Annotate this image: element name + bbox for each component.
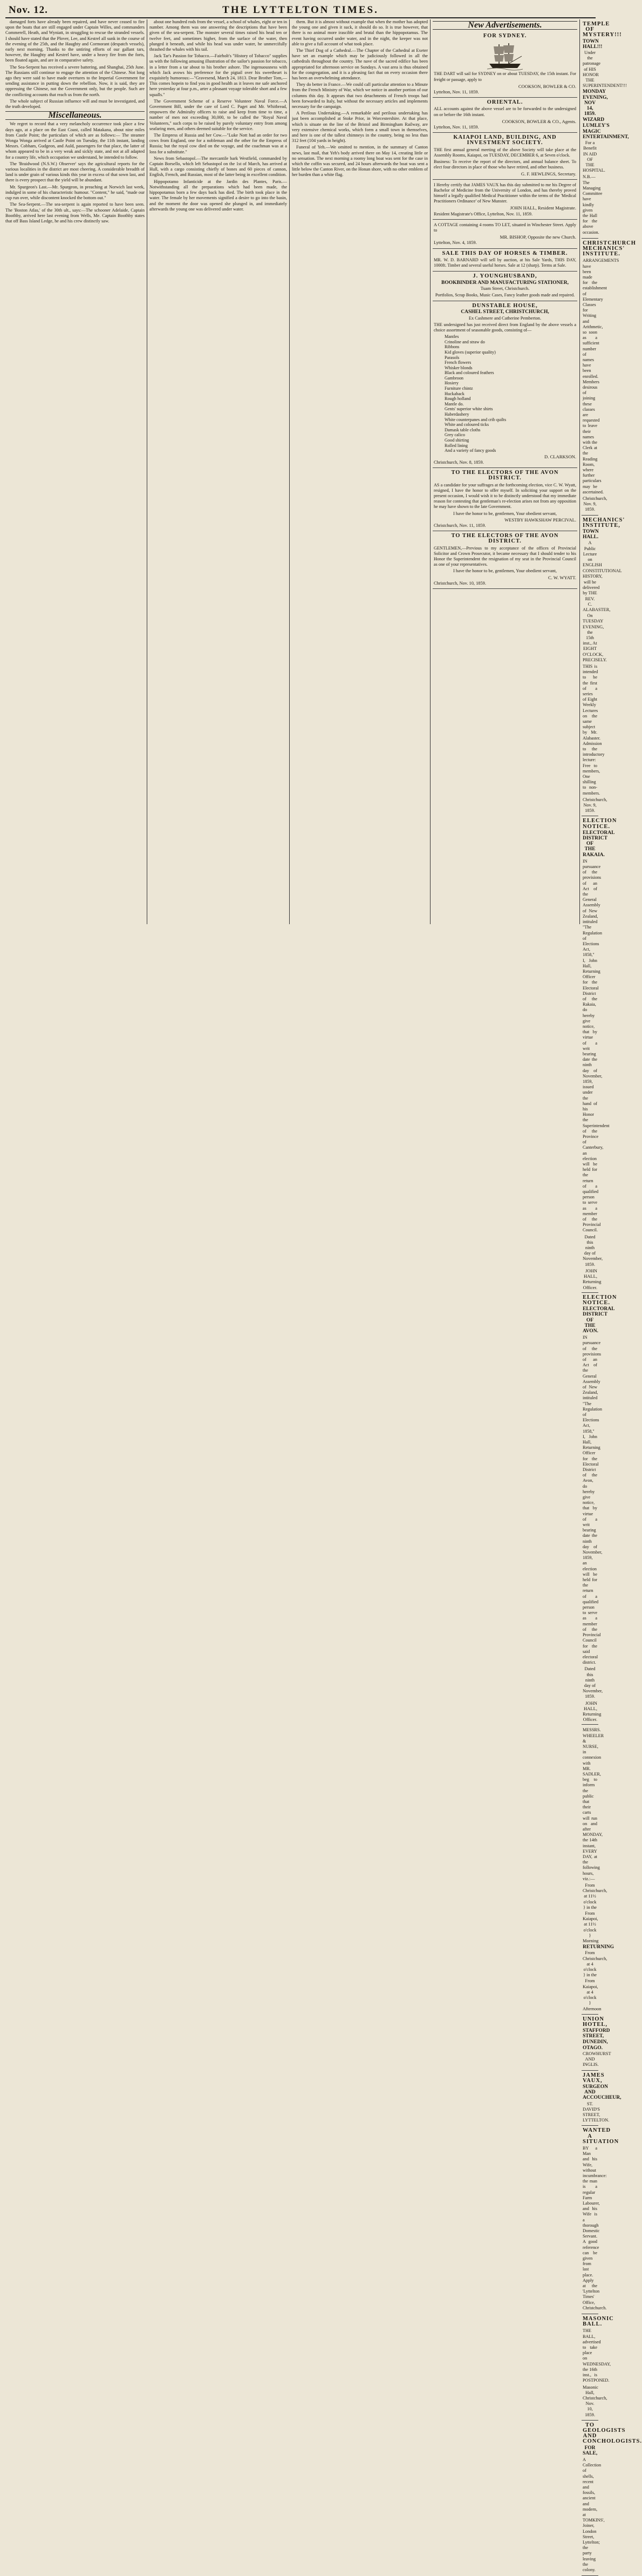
goods-item: Rolled lining bbox=[445, 443, 468, 448]
goods-item: Rough holland bbox=[445, 396, 471, 402]
ad-body: ARRANGEMENTS have been made for the establishment of Elementary Classes for Writing and Arithmetic, so soon as a sufficient number of names have been enrolled. Members desirous of joining these classes are requested to leave their names with the Clerk at the Reading Room, where further particulars may be ascertained. bbox=[583, 258, 619, 494]
ad-title: MECHANICS' INSTITUTE, bbox=[583, 517, 625, 528]
ad-body: THE DART will sail for SYDNEY on or about TUESDAY, the 15th instant. For freight or passage, apply to bbox=[434, 71, 576, 82]
ad-closing: I have the honor to be, gentlemen, Your obedient servant, bbox=[453, 511, 557, 516]
issue-date: Nov. 12. bbox=[9, 4, 48, 16]
column-rule bbox=[579, 19, 580, 924]
ad-title: SALE THIS DAY OF HORSES & TIMBER. bbox=[442, 250, 568, 256]
goods-item: And a variety of fancy goods bbox=[445, 448, 496, 453]
ad-subtitle: ELECTORAL DISTRICT OF THE AVON. bbox=[583, 1306, 615, 1334]
ad-date: Lyttelton, Nov. 4, 1859. bbox=[434, 240, 477, 246]
ad-geologists bbox=[582, 2421, 642, 2576]
column-3 bbox=[292, 19, 428, 924]
ad-signature: G. F. HEWLINGS, Secretary. bbox=[521, 171, 576, 177]
ad-date: Lyttelton, Nov. 11, 1859. bbox=[434, 90, 479, 95]
ad-title: ELECTION NOTICE. bbox=[583, 1294, 617, 1306]
ad-date: Christchurch, Nov. 11, 1859. bbox=[434, 523, 486, 528]
ad-patronage: Under the patronage of HIS HONOR THE SUPERINTENDENT!!! bbox=[583, 50, 627, 89]
column-4-advertisements bbox=[433, 19, 577, 924]
goods-item: Huckaback bbox=[445, 391, 465, 396]
column-2 bbox=[149, 19, 287, 924]
ad-signature: WESTBY HAWKSHAW PERCIVAL. bbox=[504, 517, 576, 523]
ad-show: MAGIC ENTERTAINMENT, bbox=[583, 128, 629, 140]
ad-subtitle: CASHEL STREET, CHRISTCHURCH, bbox=[461, 309, 549, 315]
ad-wizard: WIZARD LUMLEY'S bbox=[583, 117, 610, 128]
ad-body: MR. W. D. BARNARD will sell by auction, at his Sale Yards, THIS DAY, 1000ft. Timber and several useful horses. Sale at 12 (sharp). Terms at Sale. bbox=[434, 257, 576, 268]
ad-signature: COOKSON, BOWLER & CO. bbox=[518, 83, 576, 89]
ad-subtitle: BOOKBINDER AND MANUFACTURING STATIONER, bbox=[441, 280, 569, 286]
ad-dunstable-house bbox=[433, 301, 577, 468]
ad-james-vaux bbox=[582, 2071, 621, 2126]
goods-item: Mantle do. bbox=[445, 401, 464, 406]
ad-when: On TUESDAY EVENING, the 15th inst., At EIGHT O'CLOCK, PRECISELY. bbox=[583, 613, 607, 662]
ad-election-avon bbox=[582, 1293, 617, 1725]
ad-mechanics-lecture bbox=[582, 516, 625, 817]
ad-title: CHRISTCHURCH MECHANICS' INSTITUTE. bbox=[583, 240, 636, 257]
ad-wheeler-nurse bbox=[582, 1725, 614, 2014]
ad-sale-horses-timber bbox=[433, 249, 577, 272]
ad-body: MESSRS. WHEELER & NURSE, in connexion with MR. SADLER, beg to inform the public that their carts will run on and after MONDAY, the 14th instant, EVERY DAY, at the following hours, viz.:— bbox=[583, 1727, 604, 1881]
ad-subtitle: STAFFORD STREET, DUNEDIN, bbox=[583, 2028, 610, 2045]
newspaper-title: THE LYTTELTON TIMES. bbox=[222, 4, 379, 16]
goods-item: Black and coloured feathers bbox=[445, 370, 494, 376]
ad-date: Dated this ninth day of November, 1859. bbox=[583, 1666, 603, 1699]
column-5-advertisements bbox=[582, 19, 642, 2572]
ad-place: Ex Cashmere and Catherine Pemberton. bbox=[468, 315, 542, 321]
timetable-row: From Christchurch, at 4 o'clock } in the bbox=[583, 1950, 607, 1978]
ad-body: IN pursuance of the provisions of an Act of the General Assembly of New Zealand, intituled "The Regulation of Elections Act, 1858," I, John Hall, Returning Officer for the Electoral District of the Avon, do hereby give notice, that by virtue of a writ bearing date the ninth day of November, 1859, an election will be held for the return of a qualified person to serve as a member of the Provincial Council for the said electoral district. bbox=[583, 1335, 603, 1665]
ad-date: Christchurch, Nov. 9, 1859. bbox=[583, 797, 607, 814]
ad-title: FOR SYDNEY. bbox=[483, 33, 527, 39]
ad-for-sydney bbox=[433, 31, 577, 98]
ad-signature: D. CLARKSON. bbox=[544, 453, 576, 459]
article-paragraph: them. But it is almost without example that when the mother has adopted the young one and given it suck, it should do so. It is true however, that there is no animal more irascible and brutal than the hippopotamus. The event having occurred under water, and in the night, the keeper was not able to give a full account of what took place. bbox=[292, 19, 428, 46]
sailing-ship-icon bbox=[486, 40, 524, 70]
ad-union-hotel bbox=[582, 2015, 611, 2071]
ad-title: TO THE ELECTORS OF THE AVON DISTRICT. bbox=[451, 533, 559, 545]
ad-body: GENTLEMEN,—Previous to my acceptance of the offices of Provincial Solicitor and Crown Prosecutor, it became necessary that I should tender to his Honor the Superintendent the resignation of my seat in the Provincial Council as one of your representatives. bbox=[434, 545, 576, 567]
goods-item: Mantles bbox=[445, 334, 459, 340]
goods-item: Hosiery bbox=[445, 381, 459, 386]
goods-item: Parasols bbox=[445, 355, 460, 360]
ad-electors-percival bbox=[433, 468, 577, 531]
ad-title: TO GEOLOGISTS AND CONCHOLOGISTS. bbox=[583, 2422, 642, 2445]
ad-closing: I have the honor to be, gentlemen, Your obedient servant, bbox=[453, 568, 557, 574]
ad-title: ELECTION NOTICE. bbox=[583, 818, 617, 830]
article-paragraph: The Empress of Russia and her Cow.—"Luke Nott had an order for two cows from England, one for a nobleman and the other for the Empress of Russia; but the royal cow died on the voyage, and the coachman was at a loss for a substitute." bbox=[149, 133, 287, 154]
ad-body: A Collection of shells, recent and fossils, ancient and modern, at TOMKINS', Joiner, London Street, Lyttelton; the party leaving the colony. bbox=[583, 2457, 605, 2572]
ad-younghusband bbox=[433, 272, 577, 301]
article-paragraph: Hippopotamo Infanticide at the Jardin des Plantes, Paris.—Notwithstanding all the preparations which had been made, the hippopotamus born a few days back has died. The birth took place in the water. The female by her movements signified a desire to go into the basin, and the moment the door was opened she plunged in, and immediately afterwards the young one was delivered under water. bbox=[149, 179, 287, 212]
ad-date: Lyttelton, Nov. 11, 1859. bbox=[434, 125, 479, 130]
column-rule bbox=[430, 19, 431, 924]
ad-lecturer: will be delivered by THE REV. C. ALABASTER, bbox=[583, 579, 611, 612]
goods-list bbox=[434, 334, 576, 453]
ad-body: AS a candidate for your suffrages at the forthcoming election, vice C. W. Wyatt, resigned, I have the honor to offer myself. In soliciting your support on the present occasion, I would wish it to be distinctly understood that my immediate reason for contesting that gentleman's re-election arises not from any opposition he may have shown to the late Government. bbox=[434, 482, 576, 510]
goods-item: Gambroon bbox=[445, 375, 464, 381]
ad-signature: JOHN HALL, Resident Magistrate. bbox=[510, 205, 576, 211]
masthead bbox=[5, 3, 596, 18]
goods-item: Good shirting bbox=[445, 438, 469, 443]
goods-item: Crinoline and straw do bbox=[445, 339, 485, 344]
ad-date: Christchurch, Nov. 10, 1859. bbox=[434, 580, 486, 586]
ad-title: UNION HOTEL, bbox=[583, 2016, 607, 2028]
ad-place: OTAGO. bbox=[583, 2045, 603, 2051]
ad-masonic-ball bbox=[582, 2314, 614, 2421]
article-paragraph: News from Sebastopol.—The mercantile bark Westfield, commanded by Captain Borsello, which left Sebastopol on the 1st of March, has arrived at Hull, with a cargo consisting chiefly of bones and 60 pieces of cannon, English, French, and Russian, most of the latter being in excellent condition. bbox=[149, 155, 287, 178]
article-paragraph: The whole subject of Russian influence will and must be investigated, and the truth developed. bbox=[5, 98, 145, 110]
ad-signature: C. W. WYATT. bbox=[548, 574, 576, 580]
ad-date: Christchurch, Nov. 8, 1859. bbox=[434, 459, 484, 465]
goods-item: White counterpanes and crib quilts bbox=[445, 417, 507, 422]
ad-body: THE first annual general meeting of the above Society will take place at the Assembly Rooms, Kaiapoi, on TUESDAY, DECEMBER 6, at Seven o'clock. bbox=[434, 147, 576, 158]
ad-title: TEMPLE OF MYSTERY!!! bbox=[583, 21, 622, 38]
ad-body: I Hereby certify that JAMES VAUX has this day submitted to me his Degree of Bachelor of Medicine from the University of London, and has thereby proved himself a legally qualified Medical Practitioner within the terms of the 'Medical Practitioners Ordinance' of New Munster. bbox=[434, 182, 576, 204]
ad-body: Portfolios, Scrap Books, Music Cases, Fancy leather goods made and repaired. bbox=[435, 292, 575, 297]
article-paragraph: Jack Tar's Passion for Tobacco.—Fairholt's "History of Tobacco" supplies us with the following amusing illustration of the sailor's passion for tobacco, in a letter from a tar about to his brother ashore. The ingenuousness with which Jack avows his preference for the pigtail over his sweetheart is exquisitely humorous:—"Gravesend, March 24, 1813. Dear Brother Tom,—This comes hopein to find you in good health as it leaves me safe anchored here yesterday at four p.m., arter a pleasant voyage tolerable short and a few squalls." bbox=[149, 53, 287, 97]
ad-body: THE undersigned has just received direct from England by the above vessels a choice assortment of seasonable goods, consisting of— bbox=[434, 322, 576, 333]
ad-title: ORIENTAL. bbox=[487, 99, 523, 106]
ad-body: ALL accounts against the above vessel are to be forwarded to the undersigned on or before the 16th instant. bbox=[434, 106, 576, 117]
goods-item: Haberdashery bbox=[445, 412, 469, 417]
ad-wanted-situation bbox=[582, 2126, 619, 2314]
ad-body: A COTTAGE containing 4 rooms TO LET, situated in Winchester Street. Apply to bbox=[434, 222, 576, 233]
article-paragraph: The Sea-Serpent.—The sea-serpent is again reported to have been seen. The 'Boston Atlas,' of the 30th ult., says:—The schooner Adelaide, Captain Boothby, arrived here last evening from Wells, Me. Captain Boothby states that off Bass Island Ledge, he and his crew distinctly saw. bbox=[5, 202, 145, 223]
ad-hall: TOWN HALL!!! bbox=[583, 38, 603, 50]
ad-place: Masonic Hall, Christchurch, Nov. 10, 1859. bbox=[583, 2384, 607, 2417]
ad-signature: JOHN HALL, Returning Officer. bbox=[583, 1700, 602, 1723]
column-1 bbox=[5, 19, 145, 924]
ad-vaux-certificate bbox=[433, 180, 577, 220]
section-heading-miscellaneous: Miscellaneous. bbox=[5, 111, 145, 120]
ad-body: THE BALL, advertised to take place on WEDNESDAY, the 16th inst., is POSTPONED. bbox=[583, 2328, 611, 2383]
article-paragraph: The Sea-Serpent has received a severe battering, and Shanghai, 25th June. The Russians still continue to engage the attention of the Chinese. Not long ago they were said to have made overtures to the Imperial Government for sending assistance in putting down the rebellion. Now, it is said, they are oppressing the Chinese, not the Government only, but the people. Such are the conflicting accounts that reach us from the north. bbox=[5, 64, 145, 97]
goods-item: Ribbons bbox=[445, 344, 460, 350]
ad-oriental bbox=[433, 98, 577, 133]
ad-title: MASONIC BALL. bbox=[583, 2316, 614, 2328]
ad-signature: MR. BISHOP, Opposite the new Church. bbox=[500, 234, 576, 240]
ad-signature: JOHN HALL, Returning Officer. bbox=[583, 1267, 602, 1290]
timetable-returning: RETURNING bbox=[583, 1944, 614, 1950]
ad-title: J. YOUNGHUSBAND, bbox=[473, 273, 537, 280]
ad-place: ST. DAVID'S STREET, LYTTELTON. bbox=[583, 2101, 610, 2123]
ad-election-rakaia bbox=[582, 816, 617, 1292]
article-paragraph: A Perilous Undertaking.—A remarkable and perilous undertaking has just been accomplished at Stoke Prior, in Worcestershire. At that place, which is situate on the line of the Bristol and Birmingham Railway, are very extensive chemical works, which form a small town in themselves, and here is one of the tallest chimneys in the country, being no less than 312 feet (104 yards in height). bbox=[292, 111, 428, 144]
section-heading-new-advertisements: New Advertisements. bbox=[433, 21, 577, 30]
article-paragraph: The Government Scheme of a Reserve Volunteer Naval Force.—A Government Bill, under the care of Lord C. Paget and Mr. Whitbread, empowers the Admiralty officers to raise and keep from time to time, a number of men not exceeding 30,000, to be called the "Royal Naval Volunteers," such corps to be raised by purely voluntary entry from among seafaring men, and others deemed suitable for the service. bbox=[149, 98, 287, 131]
column-rule bbox=[289, 19, 290, 924]
ad-body: BY a Man and his Wife, without incumbrance: the man is a regular Farm Labourer, and his Wife is a thorough Domestic Servant. A good reference can be given from last place. Apply at the 'Lyttelton Times' Office, Christchurch. bbox=[583, 2145, 607, 2310]
article-paragraph: They do better in France.—We could call particular attention to a Minute from the French Ministry of War, which we notice in another portion of our columns this day. It appears that two detachments of French troops had been forwarded to Italy, but without the necessary articles and implements necessary for the campaign. bbox=[292, 82, 428, 110]
ad-date: Resident Magistrate's Office, Lyttelton, Nov. 11, 1859. bbox=[434, 211, 533, 216]
ad-mechanics-classes bbox=[582, 239, 636, 516]
ad-cottage-to-let bbox=[433, 220, 577, 249]
article-paragraph: Funeral of Yeh.—We omitted to mention, in the summary of Canton news, last mail, that Yeh's body arrived there on May 14, creating little or no sensation. The next morning a roomy long boat was sent for the case in which the coffin was secured, and 24 hours afterwards the boat was sent a little below the Canton River, on the Honan shore, with no other emblem of her burden than a white flag. bbox=[292, 145, 428, 178]
ad-title: TO THE ELECTORS OF THE AVON DISTRICT. bbox=[451, 470, 559, 482]
goods-item: Kid gloves (superior quality) bbox=[445, 349, 496, 355]
ad-signature: CROWHURST AND INGLIS. bbox=[583, 2051, 611, 2067]
ad-date: Dated this ninth day of November, 1859. bbox=[583, 1234, 603, 1267]
goods-item: Grey calico bbox=[445, 432, 465, 438]
timetable-row: From Kaiapoi, at 4 o'clock } Afternoon bbox=[583, 1978, 602, 2011]
goods-item: Whisker blonds bbox=[445, 365, 473, 370]
ad-body: THIS is intended to be the first of a series of Eight Weekly Lectures on the same subject by Mr. Alabaster. Admission to the introductory lecture: Free to members, One shilling to non-members. bbox=[583, 663, 605, 796]
ad-place: Tuam Street, Christchurch. bbox=[480, 286, 530, 291]
article-paragraph: The 'Braidwood (N.S.W.) Observer' says the agricultural reports for the various localities in the district are most cheering. A considerable breadth of land is under grain of various kinds this year in excess of that sown last, and there is every prospect that the yield will be abundant. bbox=[5, 161, 145, 183]
ad-title: WANTED A SITUATION bbox=[583, 2127, 619, 2145]
ad-title: DUNSTABLE HOUSE, bbox=[472, 303, 538, 309]
ad-subtitle: ELECTORAL DISTRICT OF THE RAKAIA. bbox=[583, 830, 615, 858]
timetable-row: From Christchurch, at 11½ o'clock } in the bbox=[583, 1883, 607, 1910]
article-paragraph: damaged forts have already been repaired, and have never ceased to fire upon the boats that are still engaged under Captain Willes, and commanders Commerell, Heath, and Wyniatt, in struggling to rescue the stranded vessels. I should have stated that the Plover, Lee, and Kestrel all sunk in the course of the evening of the 25th, and the Haughty and Cormorant (despatch vessels), early next morning. Thanks to the untiring efforts of our gallant tars, however, the Haughty and Kestrel have, under a heavy fire from the forts, been floated again, and are in comparative safety. bbox=[5, 19, 145, 63]
ad-kaiapoi-society bbox=[433, 133, 577, 179]
ad-benefit: For a Benefit IN AID OF THE HOSPITAL. bbox=[583, 140, 605, 173]
article-paragraph: We regret to record that a very melancholy occurrence took place a few days ago, at a place on the East Coast, called Matakana, about nine miles from Castle Point; the particulars of which are as follows:— The steamer Wonga Wonga arrived at Castle Point on Tuesday, the 11th instant, landing Messrs. Cobham, Gudgeon, and Auld, passengers for that place, the latter of whom appeared to be in a very weak and sickly state, and not at all adapted for a country life, which occupation we understand, he intended to follow. bbox=[5, 121, 145, 160]
article-paragraph: Mr. Spurgeon's Last.—Mr. Spurgeon, in preaching at Norwich last week, indulged in some of his characteristic humour. "Content," he said, "made our cup run over, while discontent knocked the bottom out." bbox=[5, 184, 145, 201]
ad-body: IN pursuance of the provisions of an Act of the General Assembly of New Zealand, intituled "The Regulation of Elections Act, 1858," I, John Hall, Returning Officer for the Electoral District of the Rakaia, do hereby give notice, that by virtue of a writ bearing date the ninth day of November, 1859, issued under the hand of his Honor the Superintendent of the Province of Canterbury, an election will be held for the return of a qualified person to serve as a member of the Provincial Council. bbox=[583, 858, 610, 1233]
goods-item: Gents' superior white shirts bbox=[445, 406, 493, 412]
article-paragraph: about one hundred rods from the vessel, a school of whales, eight or ten in number. Among them was one answering the descriptions that have been given of the sea-serpent. The monster several times raised his head ten or twelve feet, and sometimes higher, from the surface of the water, then plunged it beneath, and while his head was under water, he unmercifully thrashed the whales with his tail. bbox=[149, 19, 288, 52]
ad-signature: COOKSON, BOWLER & CO., Agents. bbox=[502, 118, 576, 124]
ad-date: MONDAY EVENING, NOV 14, 1859. bbox=[583, 89, 608, 117]
ad-date: Christchurch, Nov. 9, 1859. bbox=[583, 496, 607, 512]
ad-subtitle: SURGEON AND ACCOUCHEUR, bbox=[583, 2084, 621, 2101]
ad-subtitle: FOR SALE, bbox=[583, 2445, 598, 2456]
ad-title: JAMES VAUX, bbox=[583, 2072, 605, 2084]
article-paragraph: The Thief Dog of a Cathedral.—The Chapter of the Cathedral at Exeter have set an example which may be judiciously followed in all the cathedrals throughout the country. The nave of the sacred edifice has been appropriated for afternoon service on Sundays. A vast area is thus obtained for the congregation, and it is a pleasing fact that on every occasion there has been an overwhelming attendance. bbox=[292, 48, 428, 81]
ad-note: N.B.—The Managing Committee have kindly given the Hall for the above occasion. bbox=[583, 174, 603, 235]
goods-item: Damask table cloths bbox=[445, 427, 481, 432]
ad-temple-of-mystery bbox=[582, 19, 629, 239]
ad-title: KAIAPOI LAND, BUILDING, AND INVESTMENT SOCIETY. bbox=[453, 134, 557, 146]
timetable-row: From Kaiapoi, at 11½ o'clock } Morning bbox=[583, 1911, 599, 1944]
goods-item: French flowers bbox=[445, 360, 472, 365]
ad-hall: TOWN HALL. bbox=[583, 529, 599, 540]
ad-lecture: A Public Lecture on ENGLISH CONSTITUTIONAL HISTORY, bbox=[583, 540, 622, 579]
goods-item: Furniture chintz bbox=[445, 386, 473, 391]
ad-electors-wyatt bbox=[433, 531, 577, 589]
goods-item: White and coloured ticks bbox=[445, 422, 489, 428]
ad-business: Business: To receive the report of the directors, and annual balance sheet. To elect four directors in place of those who have retired, and other business. bbox=[434, 159, 576, 170]
